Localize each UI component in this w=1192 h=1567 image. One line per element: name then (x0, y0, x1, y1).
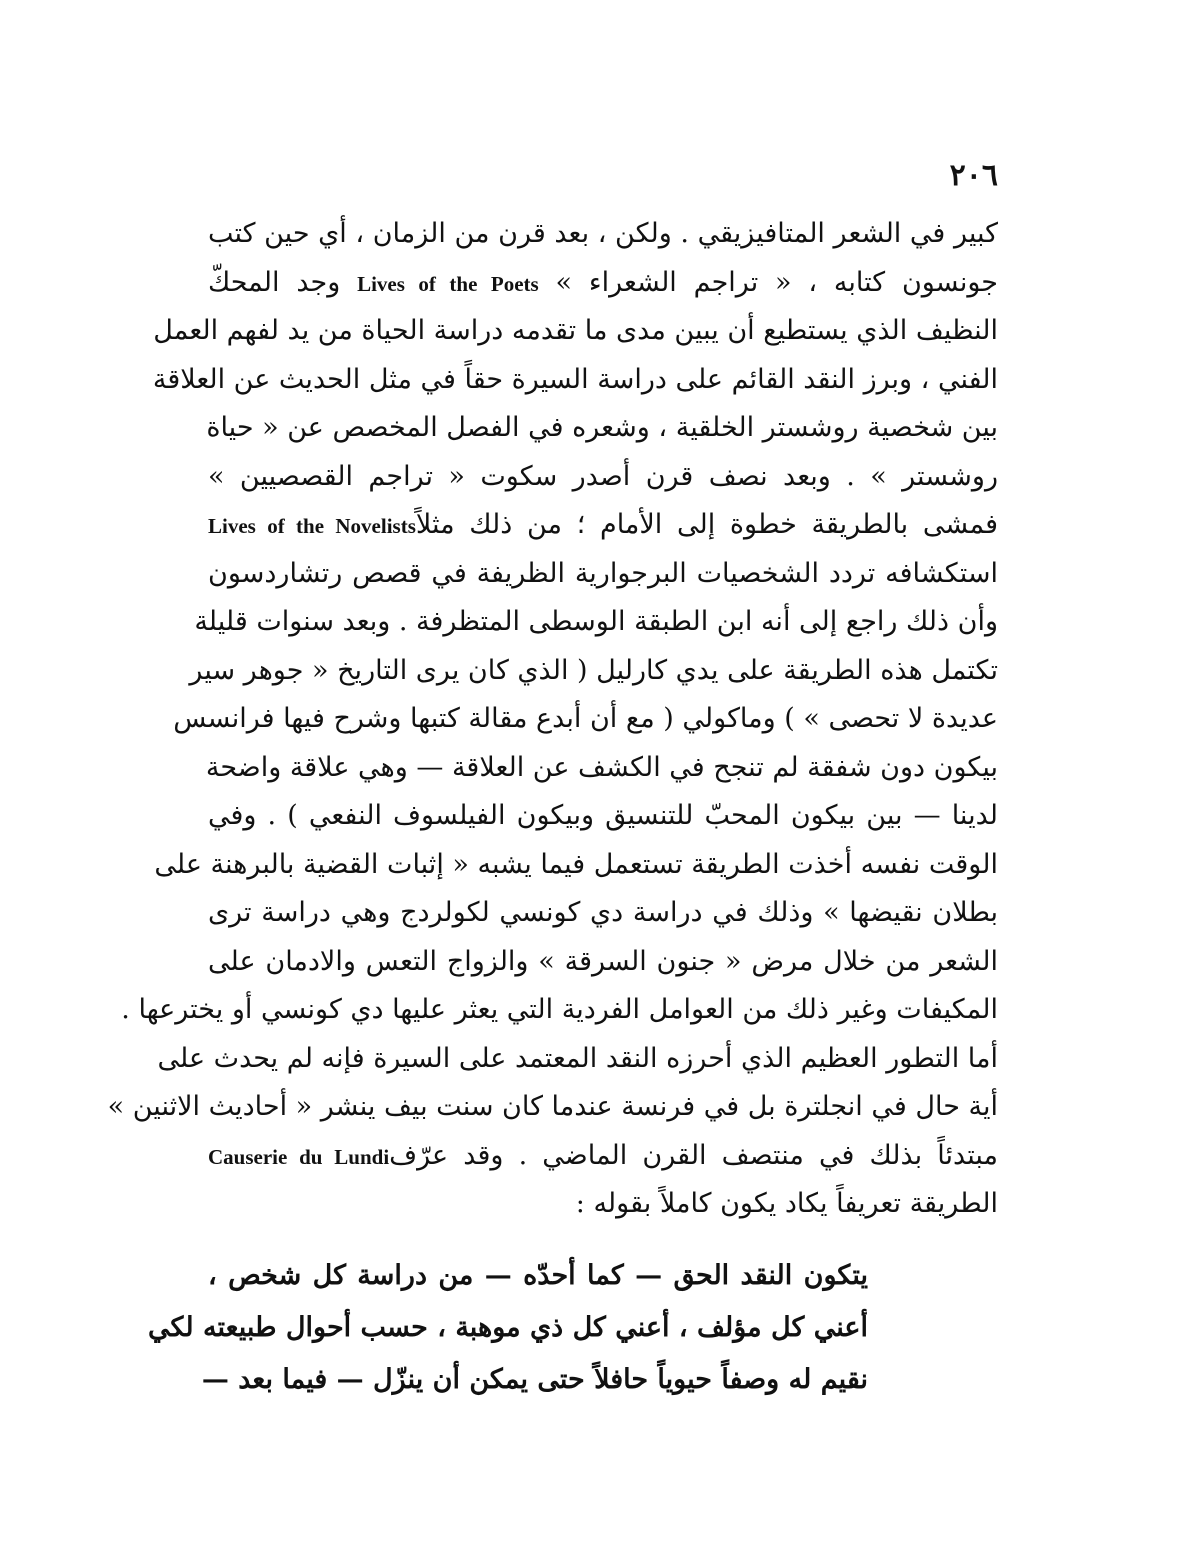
latin-title: Lives of the Poets (357, 271, 539, 296)
line-text: كبير في الشعر المتافيزيقي . ولكن ، بعد قرن من الزمان ، أي حين كتب (208, 218, 998, 249)
quote-line: يتكون النقد الحق — كما أحدّه — من دراسة كل شخص ، (208, 1260, 868, 1291)
line-text: المكيفات وغير ذلك من العوامل الفردية التي يعثر عليها دي كونسي أو يخترعها . (121, 994, 998, 1025)
text-line (107, 1083, 998, 1132)
line-text: النظيف الذي يستطيع أن يبين مدى ما تقدمه دراسة الحياة من يد لفهم العمل (153, 315, 998, 346)
line-text: بيكون دون شفقة لم تنجح في الكشف عن العلاقة — وهي علاقة واضحة (205, 751, 998, 783)
text-line (208, 210, 998, 259)
line-text: الفني ، وبرز النقد القائم على دراسة السيرة حقاً في مثل الحديث عن العلاقة (152, 363, 998, 395)
line-text: روشستر » . وبعد نصف قرن أصدر سكوت « تراجم القصصيين » (208, 460, 998, 492)
text-line (152, 356, 998, 405)
line-text: الوقت نفسه أخذت الطريقة تستعمل فيما يشبه « إثبات القضية بالبرهنة على (154, 848, 998, 880)
line-text: استكشافه تردد الشخصيات البرجوارية الظريفة في قصص رتشاردسون (208, 557, 998, 589)
line-text: الشعر من خلال مرض « جنون السرقة » والزواج التعس والادمان على (208, 945, 998, 977)
quote-line: نقيم له وصفاً حيوياً حافلاً حتى يمكن أن ينزّل — فيما بعد — (201, 1364, 868, 1395)
text-line (154, 841, 998, 890)
latin-title: Causerie du Lundi (208, 1144, 390, 1169)
line-text: وأن ذلك راجع إلى أنه ابن الطبقة الوسطى المتظرفة . وبعد سنوات قليلة (194, 606, 998, 637)
latin-title: Lives of the Novelists (208, 514, 416, 538)
text-line (189, 647, 998, 696)
text-line (208, 792, 998, 841)
line-text: أما التطور العظيم الذي أحرزه النقد المعتمد على السيرة فإنه لم يحدث على (157, 1042, 998, 1074)
line-text: عديدة لا تحصى » ) وماكولي ( مع أن أبدع مقالة كتبها وشرح فيها فرانسس (173, 703, 998, 734)
text-line (205, 744, 998, 793)
line-text: بين شخصية روشستر الخلقية ، وشعره في الفصل المخصص عن « حياة (206, 412, 998, 443)
line-text: مبتدئاً بذلك في منتصف القرن الماضي . وقد عرّف (389, 1139, 998, 1171)
text-line (208, 1180, 998, 1229)
line-text: بطلان نقيضها » وذلك في دراسة دي كونسي لكولردج وهي دراسة ترى (208, 897, 998, 928)
text-line (194, 598, 998, 647)
text-line (153, 307, 998, 356)
line-text: أية حال في انجلترة بل في فرنسة عندما كان سنت بيف ينشر « أحاديث الاثنين » (107, 1091, 998, 1122)
line-text: فمشى بالطريقة خطوة إلى الأمام ؛ من ذلك مثلاً (415, 509, 998, 540)
text-line (208, 1132, 998, 1181)
body-text (107, 210, 998, 1229)
text-line (208, 453, 998, 502)
line-text: وجد المحكّ (208, 266, 358, 298)
line-text: لدينا — بين بيكون المحبّ للتنسيق وبيكون الفيلسوف النفعي ) . وفي (208, 800, 998, 831)
text-line (173, 695, 998, 744)
quote-line: أعني كل مؤلف ، أعني كل ذي موهبة ، حسب أحوال طبيعته لكي (148, 1312, 868, 1343)
text-line (208, 404, 998, 453)
line-text: تكتمل هذه الطريقة على يدي كارليل ( الذي كان يرى التاريخ « جوهر سير (189, 654, 998, 686)
text-line (208, 259, 998, 308)
text-line (208, 550, 998, 599)
block-quote (148, 1250, 868, 1406)
text-line (208, 889, 998, 938)
text-line (208, 938, 998, 987)
text-line (121, 986, 998, 1035)
text-line (208, 501, 998, 550)
page-number: ٢٠٦ (949, 158, 998, 193)
text-line (157, 1035, 998, 1084)
line-text: الطريقة تعريفاً يكاد يكون كاملاً بقوله : (575, 1188, 998, 1219)
line-text: جونسون كتابه ، « تراجم الشعراء » (538, 266, 998, 298)
